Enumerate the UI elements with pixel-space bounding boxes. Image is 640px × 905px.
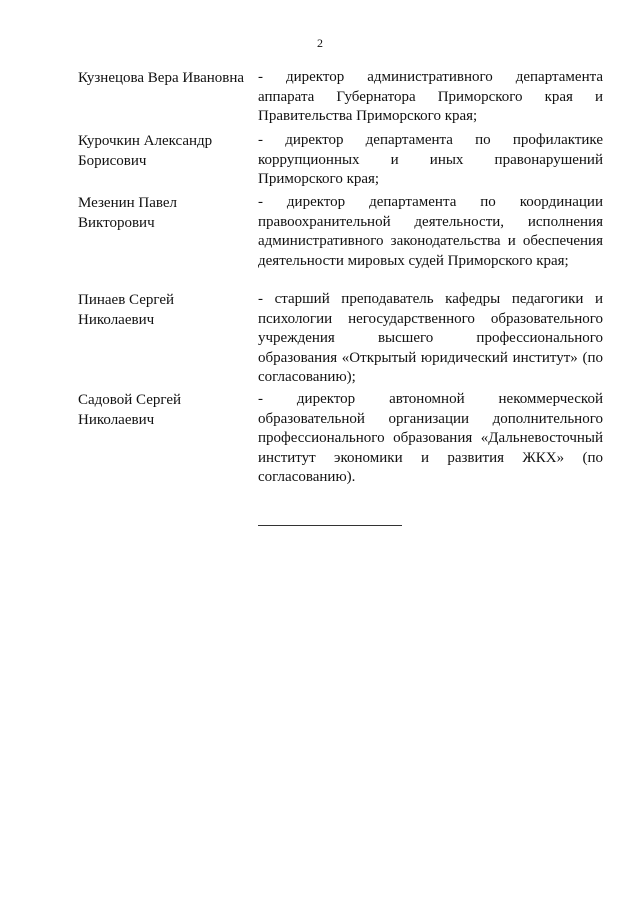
member-role: - старший преподаватель кафедры педагогики и психологии негосударственного образовательного учреждения высшего профессионального образования «Открытый юридический институт» (по согласованию); <box>258 291 603 385</box>
end-divider-line <box>258 525 402 526</box>
member-name: Мезенин Павел Викторович <box>78 195 178 231</box>
page-number: 2 <box>317 36 323 50</box>
member-role: - директор департамента по координации правоохранительной деятельности, исполнения административного законодательства и обеспечения деятельности мировых судей Приморского края; <box>258 194 603 269</box>
member-role: - директор автономной некоммерческой образовательной организации дополнительного профессионального образования «Дальневосточный институт экономики и развития ЖКХ» (по согласованию). <box>258 391 603 485</box>
member-name: Курочкин Александр Борисович <box>78 133 213 169</box>
member-name: Пинаев Сергей Николаевич <box>78 292 175 328</box>
member-role: - директор административного департамента аппарата Губернатора Приморского края и Правительства Приморского края; <box>258 69 603 124</box>
member-name: Садовой Сергей Николаевич <box>78 392 182 428</box>
member-name: Кузнецова Вера Ивановна <box>78 70 245 86</box>
member-role: - директор департамента по профилактике коррупционных и иных правонарушений Приморского края; <box>258 132 603 187</box>
